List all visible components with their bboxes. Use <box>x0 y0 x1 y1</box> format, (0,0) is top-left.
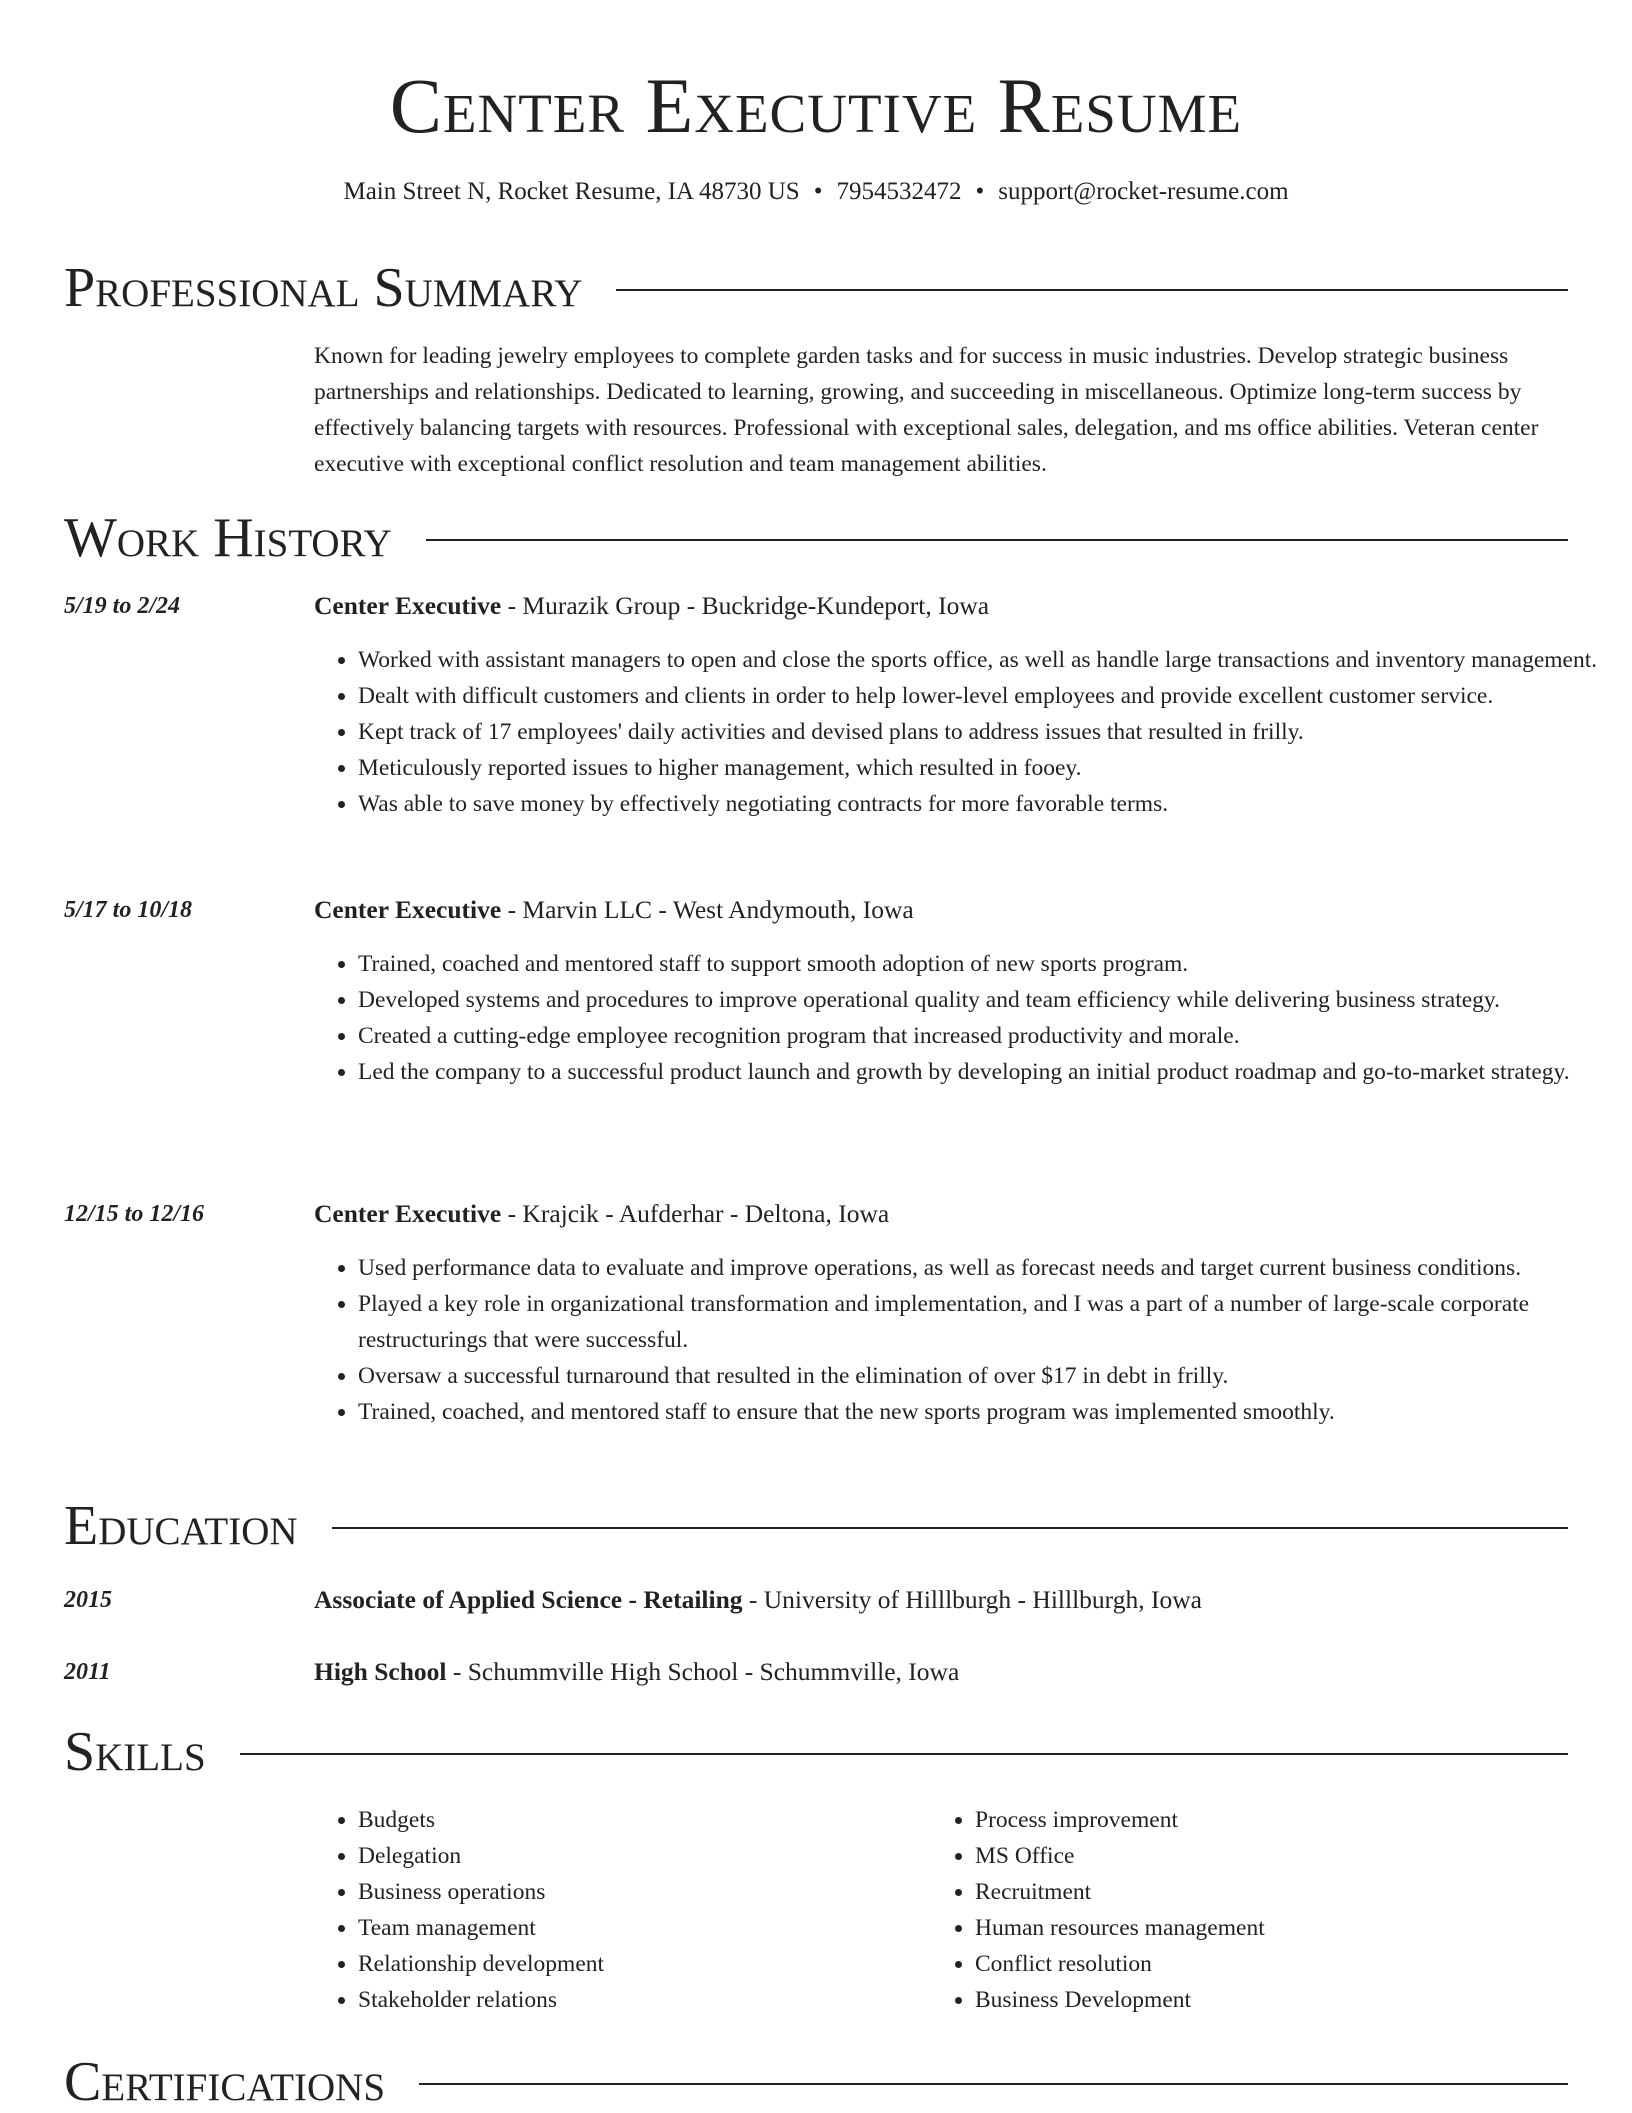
list-item: • Trained, coached, and mentored staff to ensure that the new sports program was implemented smoothly. <box>358 1394 1612 1430</box>
job-heading <box>314 1198 1574 1230</box>
education-entry <box>314 1584 1574 1616</box>
section-title-skills: Skills <box>64 1721 206 1783</box>
skills-list-left <box>314 1802 918 2018</box>
list-item: • Used performance data to evaluate and improve operations, as well as forecast needs and target current business conditions. <box>358 1250 1612 1286</box>
skill-item: • Conflict resolution <box>975 1946 1535 1982</box>
skill-item: • Process improvement <box>975 1802 1535 1838</box>
education-details: - University of Hilllburgh - Hilllburgh, Iowa <box>742 1585 1202 1614</box>
section-divider <box>426 539 1568 541</box>
section-title-certifications: Certifications <box>64 2051 386 2113</box>
education-year: 2011 <box>64 1659 111 1685</box>
list-item: • Was able to save money by effectively negotiating contracts for more favorable terms. <box>358 786 1612 822</box>
skill-item: • Human resources management <box>975 1910 1535 1946</box>
job-dates: 5/17 to 10/18 <box>64 897 193 923</box>
skill-item: • Stakeholder relations <box>358 1982 918 2018</box>
job-bullets <box>314 946 1612 1090</box>
education-degree: High School <box>314 1657 447 1686</box>
section-divider <box>332 1527 1568 1529</box>
skill-item: • Delegation <box>358 1838 918 1874</box>
job-details: - Murazik Group - Buckridge-Kundeport, Iowa <box>501 591 990 620</box>
contact-phone: 7954532472 <box>836 178 962 205</box>
list-item: • Led the company to a successful product launch and growth by developing an initial product roadmap and go-to-market strategy. <box>358 1054 1612 1090</box>
section-header-certifications <box>64 2052 1568 2112</box>
skill-item: • Recruitment <box>975 1874 1535 1910</box>
skill-item: • MS Office <box>975 1838 1535 1874</box>
section-title-summary: Professional Summary <box>64 257 583 319</box>
list-item: • Played a key role in organizational transformation and implementation, and I was a part of a number of large-scale corporate restructurings that were successful. <box>358 1286 1612 1358</box>
job-dates: 12/15 to 12/16 <box>64 1201 205 1227</box>
list-item: • Created a cutting-edge employee recognition program that increased productivity and morale. <box>358 1018 1612 1054</box>
job-bullets <box>314 642 1612 822</box>
contact-email: support@rocket-resume.com <box>998 178 1289 205</box>
section-header-work <box>64 508 1568 568</box>
education-entry <box>314 1656 1574 1688</box>
resume-name: Center Executive Resume <box>389 62 1243 149</box>
section-divider <box>240 1753 1568 1755</box>
section-title-work: Work History <box>64 507 392 569</box>
skill-item: • Budgets <box>358 1802 918 1838</box>
list-item: • Dealt with difficult customers and clients in order to help lower-level employees and provide excellent customer service. <box>358 678 1612 714</box>
contact-separator: • <box>975 178 985 205</box>
list-item: • Trained, coached and mentored staff to support smooth adoption of new sports program. <box>358 946 1612 982</box>
section-divider <box>419 2083 1568 2085</box>
education-degree: Associate of Applied Science - Retailing <box>314 1585 743 1614</box>
section-header-summary <box>64 258 1568 318</box>
job-details: - Marvin LLC - West Andymouth, Iowa <box>501 895 914 924</box>
job-heading <box>314 590 1574 622</box>
list-item: • Oversaw a successful turnaround that resulted in the elimination of over $17 in debt in frilly. <box>358 1358 1612 1394</box>
job-role: Center Executive <box>314 1199 502 1228</box>
skill-item: • Business operations <box>358 1874 918 1910</box>
job-bullets <box>314 1250 1612 1430</box>
skill-item: • Relationship development <box>358 1946 918 1982</box>
skills-list-right <box>931 1802 1535 2018</box>
contact-separator: • <box>813 178 823 205</box>
skill-item: • Business Development <box>975 1982 1535 2018</box>
job-dates: 5/19 to 2/24 <box>64 593 181 619</box>
education-details: - Schummville High School - Schummville, Iowa <box>446 1657 960 1686</box>
contact-line <box>0 176 1632 208</box>
list-item: • Developed systems and procedures to improve operational quality and team efficiency while delivering business strategy. <box>358 982 1612 1018</box>
job-details: - Krajcik - Aufderhar - Deltona, Iowa <box>501 1199 890 1228</box>
section-header-education <box>64 1496 1568 1556</box>
job-heading <box>314 894 1574 926</box>
section-header-skills <box>64 1722 1568 1782</box>
skill-item: • Team management <box>358 1910 918 1946</box>
job-role: Center Executive <box>314 895 502 924</box>
contact-address: Main Street N, Rocket Resume, IA 48730 US <box>343 178 800 205</box>
education-year: 2015 <box>64 1587 112 1613</box>
job-role: Center Executive <box>314 591 502 620</box>
list-item: • Kept track of 17 employees' daily activities and devised plans to address issues that resulted in frilly. <box>358 714 1612 750</box>
section-divider <box>616 289 1568 291</box>
list-item: • Meticulously reported issues to higher management, which resulted in fooey. <box>358 750 1612 786</box>
summary-text: Known for leading jewelry employees to complete garden tasks and for success in music industries. Develop strategic business partnerships and relationships. Dedicated to learning, growing, and succeeding in miscellaneous. Optimize long-term success by effectively balancing targets with resources. Professional with exceptional sales, delegation, and ms office abilities. Veteran center executive with exceptional conflict resolution and team management abilities. <box>314 343 1539 477</box>
section-title-education: Education <box>64 1495 298 1557</box>
list-item: • Worked with assistant managers to open and close the sports office, as well as handle large transactions and inventory management. <box>358 642 1612 678</box>
